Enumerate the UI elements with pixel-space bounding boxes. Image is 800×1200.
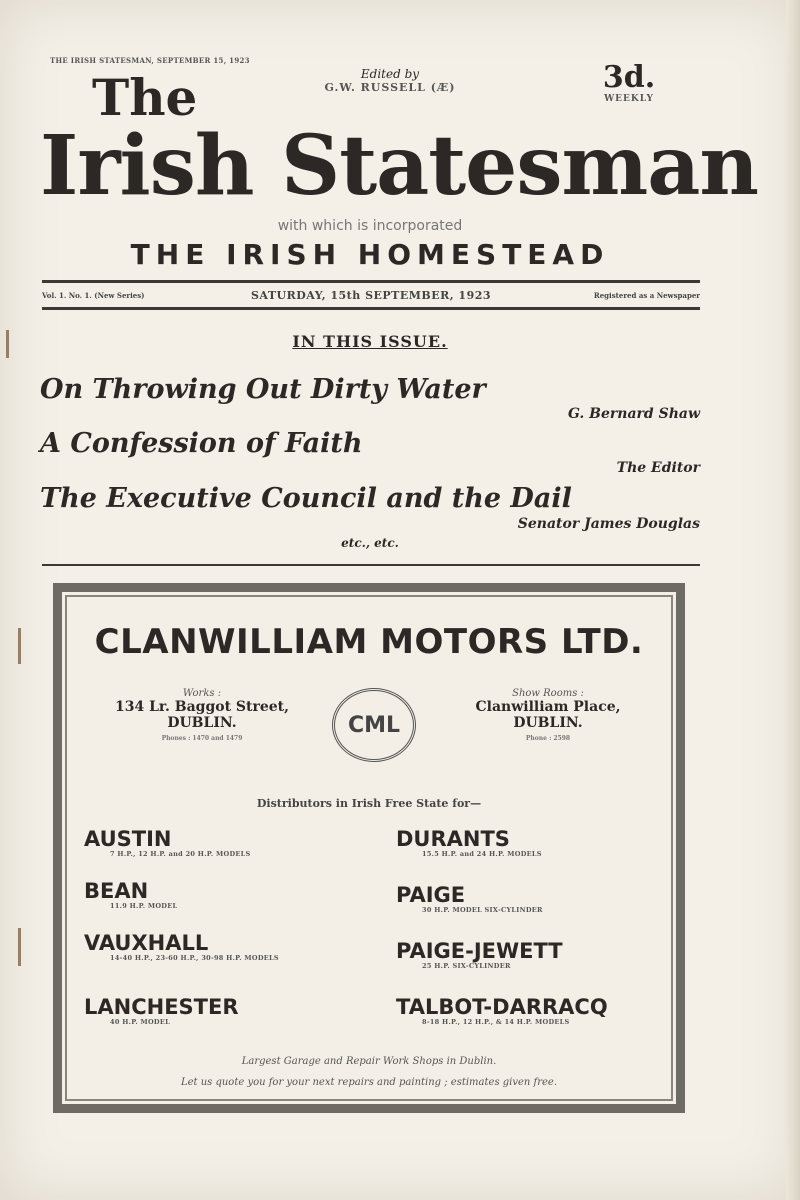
distributors-heading: Distributors in Irish Free State for— [256,797,482,810]
article-author: G. Bernard Shaw [567,406,700,422]
showroom-phone: Phone : 2598 [525,735,571,742]
brand-models: 14-40 H.P., 23-60 H.P., 30-98 H.P. MODELS [110,954,279,962]
edited-by: Edited by [360,67,420,81]
ad-footer-quote: Let us quote you for your next repairs and painting ; estimates given free. [180,1077,558,1088]
volume-number: Vol. 1. No. 1. (New Series) [42,291,145,300]
ad-title: CLANWILLIAM MOTORS LTD. [94,622,644,662]
page-mark [18,628,21,664]
top-note: THE IRISH STATESMAN, SEPTEMBER 15, 1923 [50,56,250,65]
price-box [594,62,664,104]
issue-date: SATURDAY, 15th SEPTEMBER, 1923 [250,289,492,302]
contents-heading: IN THIS ISSUE. [292,332,448,351]
masthead-title: Irish Statesman [40,118,758,214]
rule-ad [42,564,700,566]
works-phone: Phones : 1470 and 1479 [161,735,243,742]
brand-models: 40 H.P. MODEL [110,1018,170,1026]
showroom-label: Show Rooms : [512,688,584,699]
article-author: Senator James Douglas [517,516,700,532]
brand-models: 8-18 H.P., 12 H.P., & 14 H.P. MODELS [422,1018,570,1026]
page-mark [18,928,21,966]
incorporated-note: with which is incorporated [277,218,463,234]
brand-models: 15.5 H.P. and 24 H.P. MODELS [422,850,542,858]
ad-footer-garage: Largest Garage and Repair Work Shops in Dublin. [241,1056,497,1067]
works-label: Works : [182,688,222,699]
brand-bean [84,880,177,910]
brand-name: VAUXHALL [84,931,209,955]
brand-name: TALBOT-DARRACQ [396,995,608,1019]
advertisement [53,583,685,1113]
rule-bottom [42,307,700,310]
works-street: 134 Lr. Baggot Street, [114,699,290,715]
brand-models: 7 H.P., 12 H.P. and 20 H.P. MODELS [110,850,251,858]
brand-name: AUSTIN [84,827,172,851]
showroom-street: Clanwilliam Place, [475,699,621,715]
masthead-the: The [92,68,198,127]
registration-note: Registered as a Newspaper [593,291,700,300]
brand-durants [396,828,542,858]
brand-name: PAIGE [396,883,466,907]
editor-name: G.W. RUSSELL (Æ) [324,81,456,94]
article-title: The Executive Council and the Dail [40,483,572,514]
cml-logo-icon: CML [332,688,416,762]
homestead-title: THE IRISH HOMESTEAD [130,238,610,271]
showroom-city: DUBLIN. [513,715,583,731]
brand-models: 25 H.P. SIX-CYLINDER [422,962,511,970]
brand-name: PAIGE-JEWETT [396,939,563,963]
brand-name: BEAN [84,879,149,903]
brand-talbot-darracq [396,996,608,1026]
brand-models: 30 H.P. MODEL SIX-CYLINDER [422,906,543,914]
rule-top [42,280,700,283]
brand-paige-jewett [396,940,563,970]
brand-vauxhall [84,932,279,962]
brand-name: DURANTS [396,827,510,851]
brand-models: 11.9 H.P. MODEL [110,902,178,910]
editor-credit [290,68,490,94]
dateline [42,287,700,305]
contents-etc: etc., etc. [341,536,399,550]
works-city: DUBLIN. [167,715,237,731]
price: 3d. [602,60,656,95]
price-period: WEEKLY [604,94,654,104]
page-edge [786,0,800,1200]
showroom-address [430,688,666,742]
article-author: The Editor [616,460,700,476]
article-title: A Confession of Faith [40,428,363,459]
brand-paige [396,884,543,914]
article-title: On Throwing Out Dirty Water [40,374,486,405]
brand-name: LANCHESTER [84,995,239,1019]
works-address [82,688,322,742]
brand-austin [84,828,251,858]
brand-lanchester [84,996,239,1026]
